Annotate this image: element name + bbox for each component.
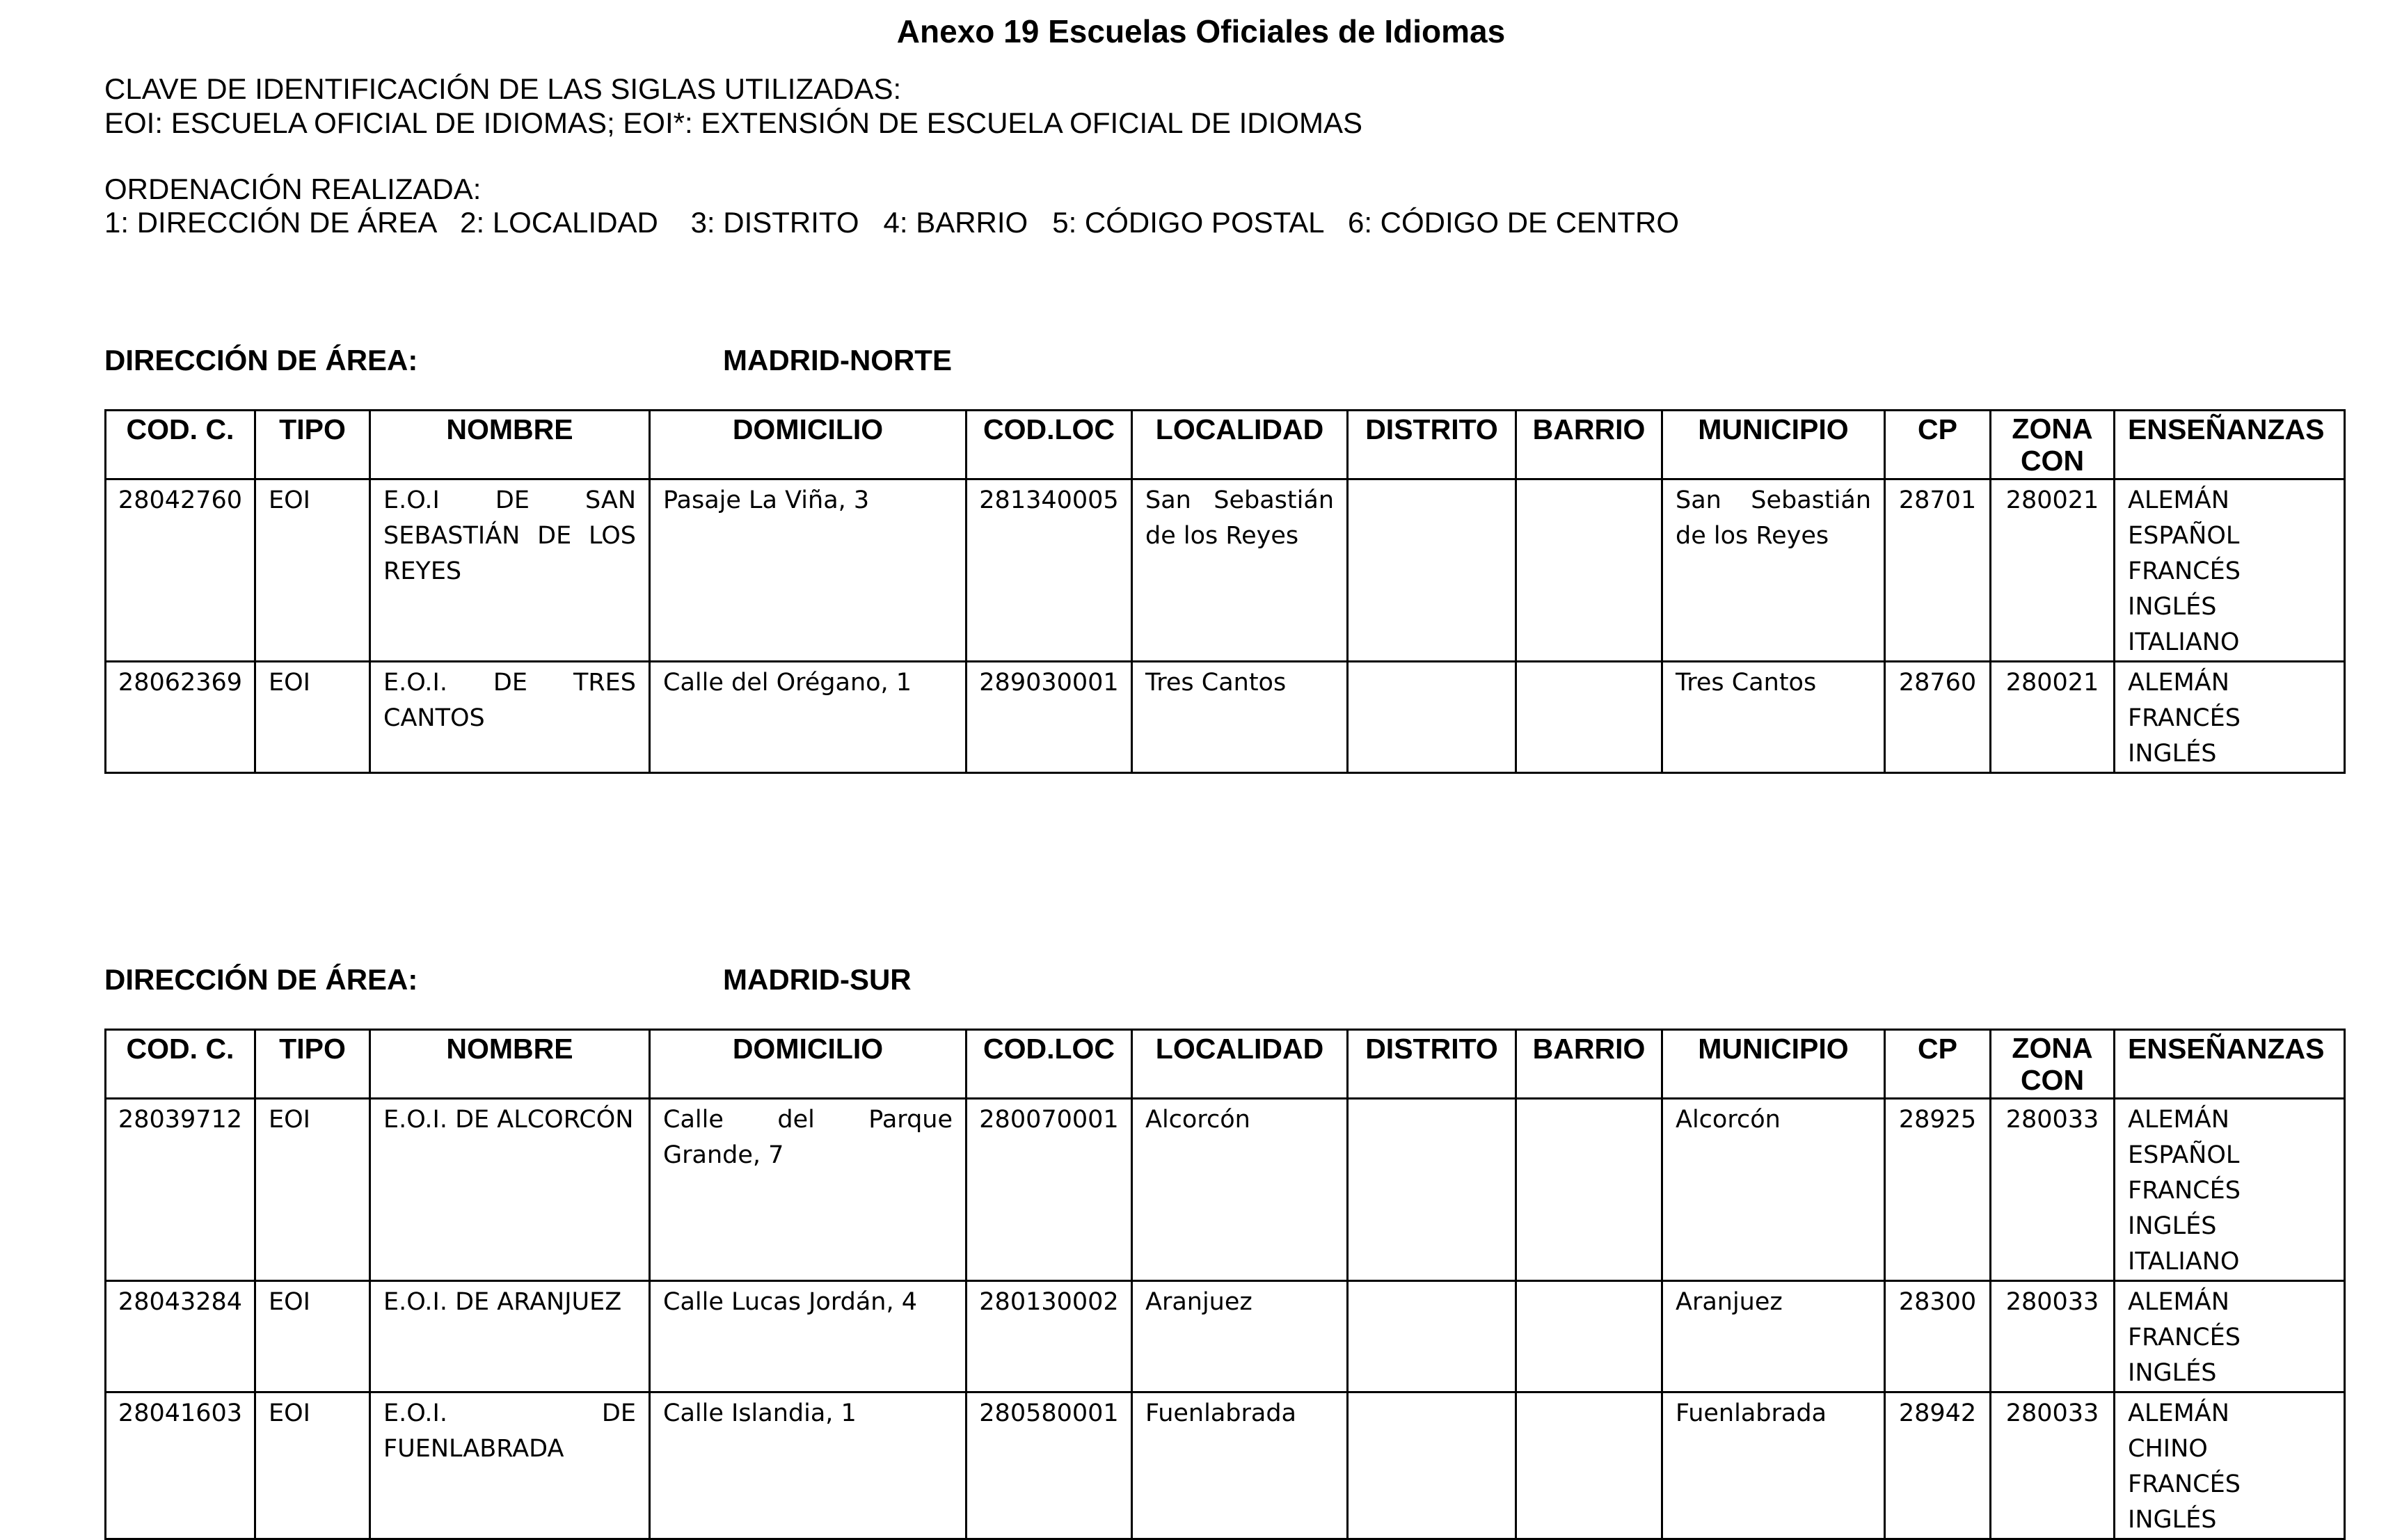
table-row — [106, 479, 2345, 662]
header-row — [106, 1030, 2345, 1099]
header-row — [106, 411, 2345, 479]
column-header-localidad: LOCALIDAD — [1132, 1030, 1348, 1099]
column-header-cod-loc: COD.LOC — [967, 411, 1132, 479]
cell-localidad: San Sebastián de los Reyes — [1132, 479, 1348, 662]
cell-municipio: Fuenlabrada — [1662, 1392, 1885, 1539]
area-label-sur: DIRECCIÓN DE ÁREA: — [104, 963, 418, 996]
column-header-ensenanzas: ENSEÑANZAS — [2115, 411, 2345, 479]
column-header-municipio: MUNICIPIO — [1662, 411, 1885, 479]
cell-distrito — [1348, 1281, 1516, 1392]
clave-heading: CLAVE DE IDENTIFICACIÓN DE LAS SIGLAS UTILIZADAS: — [104, 72, 902, 105]
cell-cod-c: 28042760 — [106, 479, 255, 662]
column-header-domicilio: DOMICILIO — [650, 1030, 967, 1099]
column-header-distrito: DISTRITO — [1348, 411, 1516, 479]
cell-cod-c: 28043284 — [106, 1281, 255, 1392]
ensenanza-item: INGLÉS — [2128, 1506, 2217, 1534]
cell-municipio: Tres Cantos — [1662, 662, 1885, 773]
ensenanza-item: ESPAÑOL — [2128, 522, 2240, 550]
column-header-localidad: LOCALIDAD — [1132, 411, 1348, 479]
column-header-zona-con: ZONA CON — [1991, 1030, 2115, 1099]
cell-tipo: EOI — [255, 479, 370, 662]
cell-domicilio: Calle del Orégano, 1 — [650, 662, 967, 773]
cell-cp: 28300 — [1885, 1281, 1991, 1392]
table-row — [106, 1099, 2345, 1281]
cell-zona-con: 280021 — [1991, 662, 2115, 773]
column-header-cp: CP — [1885, 1030, 1991, 1099]
cell-cod-loc: 289030001 — [967, 662, 1132, 773]
cell-tipo: EOI — [255, 1392, 370, 1539]
page-title: Anexo 19 Escuelas Oficiales de Idiomas — [896, 13, 1506, 49]
cell-cp: 28942 — [1885, 1392, 1991, 1539]
cell-tipo: EOI — [255, 1281, 370, 1392]
ensenanza-item: FRANCÉS — [2128, 1324, 2241, 1351]
ensenanza-item: ALEMÁN — [2128, 486, 2229, 514]
table-row — [106, 662, 2345, 773]
cell-localidad: Fuenlabrada — [1132, 1392, 1348, 1539]
cell-zona-con: 280033 — [1991, 1281, 2115, 1392]
area-name-norte: MADRID-NORTE — [723, 344, 952, 376]
cell-barrio — [1516, 662, 1662, 773]
column-header-tipo: TIPO — [255, 1030, 370, 1099]
cell-nombre: E.O.I. DE FUENLABRADA — [370, 1392, 650, 1539]
cell-localidad: Aranjuez — [1132, 1281, 1348, 1392]
column-header-cp: CP — [1885, 411, 1991, 479]
cell-localidad: Alcorcón — [1132, 1099, 1348, 1281]
ordenacion-text: 1: DIRECCIÓN DE ÁREA 2: LOCALIDAD 3: DISTRITO 4: BARRIO 5: CÓDIGO POSTAL 6: CÓDIGO DE CENTRO — [104, 206, 1680, 239]
column-header-tipo: TIPO — [255, 411, 370, 479]
schools-table-norte — [104, 409, 2346, 774]
cell-municipio: Aranjuez — [1662, 1281, 1885, 1392]
column-header-cod-c: COD. C. — [106, 1030, 255, 1099]
cell-nombre: E.O.I DE SAN SEBASTIÁN DE LOS REYES — [370, 479, 650, 662]
cell-distrito — [1348, 662, 1516, 773]
cell-nombre: E.O.I. DE ARANJUEZ — [370, 1281, 650, 1392]
table-row — [106, 1392, 2345, 1539]
ensenanza-item: INGLÉS — [2128, 593, 2217, 621]
ensenanza-item: FRANCÉS — [2128, 1177, 2241, 1205]
cell-domicilio: Pasaje La Viña, 3 — [650, 479, 967, 662]
ensenanza-item: ITALIANO — [2128, 628, 2240, 656]
cell-cod-c: 28062369 — [106, 662, 255, 773]
cell-localidad: Tres Cantos — [1132, 662, 1348, 773]
cell-nombre: E.O.I. DE ALCORCÓN — [370, 1099, 650, 1281]
cell-municipio: San Sebastián de los Reyes — [1662, 479, 1885, 662]
cell-cod-c: 28039712 — [106, 1099, 255, 1281]
cell-tipo: EOI — [255, 662, 370, 773]
cell-tipo: EOI — [255, 1099, 370, 1281]
cell-domicilio: Calle Lucas Jordán, 4 — [650, 1281, 967, 1392]
column-header-distrito: DISTRITO — [1348, 1030, 1516, 1099]
cell-cod-loc: 280070001 — [967, 1099, 1132, 1281]
cell-cod-loc: 280580001 — [967, 1392, 1132, 1539]
cell-zona-con: 280033 — [1991, 1099, 2115, 1281]
ensenanza-item: FRANCÉS — [2128, 557, 2241, 585]
cell-ensenanzas — [2115, 1281, 2345, 1392]
column-header-barrio: BARRIO — [1516, 1030, 1662, 1099]
cell-distrito — [1348, 479, 1516, 662]
cell-ensenanzas — [2115, 662, 2345, 773]
column-header-municipio: MUNICIPIO — [1662, 1030, 1885, 1099]
ensenanza-item: INGLÉS — [2128, 1212, 2217, 1240]
ordenacion-heading: ORDENACIÓN REALIZADA: — [104, 173, 482, 205]
cell-cp: 28925 — [1885, 1099, 1991, 1281]
column-header-nombre: NOMBRE — [370, 1030, 650, 1099]
column-header-nombre: NOMBRE — [370, 411, 650, 479]
ensenanza-item: FRANCÉS — [2128, 1470, 2241, 1498]
column-header-ensenanzas: ENSEÑANZAS — [2115, 1030, 2345, 1099]
column-header-barrio: BARRIO — [1516, 411, 1662, 479]
column-header-domicilio: DOMICILIO — [650, 411, 967, 479]
cell-cod-loc: 281340005 — [967, 479, 1132, 662]
cell-ensenanzas — [2115, 1392, 2345, 1539]
cell-barrio — [1516, 479, 1662, 662]
column-header-cod-loc: COD.LOC — [967, 1030, 1132, 1099]
cell-zona-con: 280033 — [1991, 1392, 2115, 1539]
cell-domicilio: Calle del Parque Grande, 7 — [650, 1099, 967, 1281]
area-name-sur: MADRID-SUR — [723, 963, 912, 996]
cell-distrito — [1348, 1099, 1516, 1281]
cell-barrio — [1516, 1392, 1662, 1539]
cell-zona-con: 280021 — [1991, 479, 2115, 662]
cell-cod-c: 28041603 — [106, 1392, 255, 1539]
clave-text: EOI: ESCUELA OFICIAL DE IDIOMAS; EOI*: EXTENSIÓN DE ESCUELA OFICIAL DE IDIOMAS — [104, 106, 1362, 139]
cell-cod-loc: 280130002 — [967, 1281, 1132, 1392]
cell-ensenanzas — [2115, 1099, 2345, 1281]
cell-domicilio: Calle Islandia, 1 — [650, 1392, 967, 1539]
cell-barrio — [1516, 1099, 1662, 1281]
ensenanza-item: ALEMÁN — [2128, 1106, 2229, 1134]
ensenanza-item: ALEMÁN — [2128, 669, 2229, 697]
ensenanza-item: CHINO — [2128, 1435, 2208, 1463]
ensenanza-item: INGLÉS — [2128, 1359, 2217, 1387]
ensenanza-item: ALEMÁN — [2128, 1288, 2229, 1316]
cell-municipio: Alcorcón — [1662, 1099, 1885, 1281]
cell-cp: 28760 — [1885, 662, 1991, 773]
ensenanza-item: INGLÉS — [2128, 740, 2217, 768]
cell-ensenanzas — [2115, 479, 2345, 662]
cell-distrito — [1348, 1392, 1516, 1539]
ensenanza-item: ITALIANO — [2128, 1248, 2240, 1276]
cell-nombre: E.O.I. DE TRES CANTOS — [370, 662, 650, 773]
column-header-zona-con: ZONA CON — [1991, 411, 2115, 479]
column-header-cod-c: COD. C. — [106, 411, 255, 479]
table-row — [106, 1281, 2345, 1392]
ensenanza-item: FRANCÉS — [2128, 704, 2241, 732]
cell-cp: 28701 — [1885, 479, 1991, 662]
schools-table-sur — [104, 1029, 2346, 1540]
cell-barrio — [1516, 1281, 1662, 1392]
area-label-norte: DIRECCIÓN DE ÁREA: — [104, 344, 418, 376]
ensenanza-item: ALEMÁN — [2128, 1399, 2229, 1427]
ensenanza-item: ESPAÑOL — [2128, 1141, 2240, 1169]
